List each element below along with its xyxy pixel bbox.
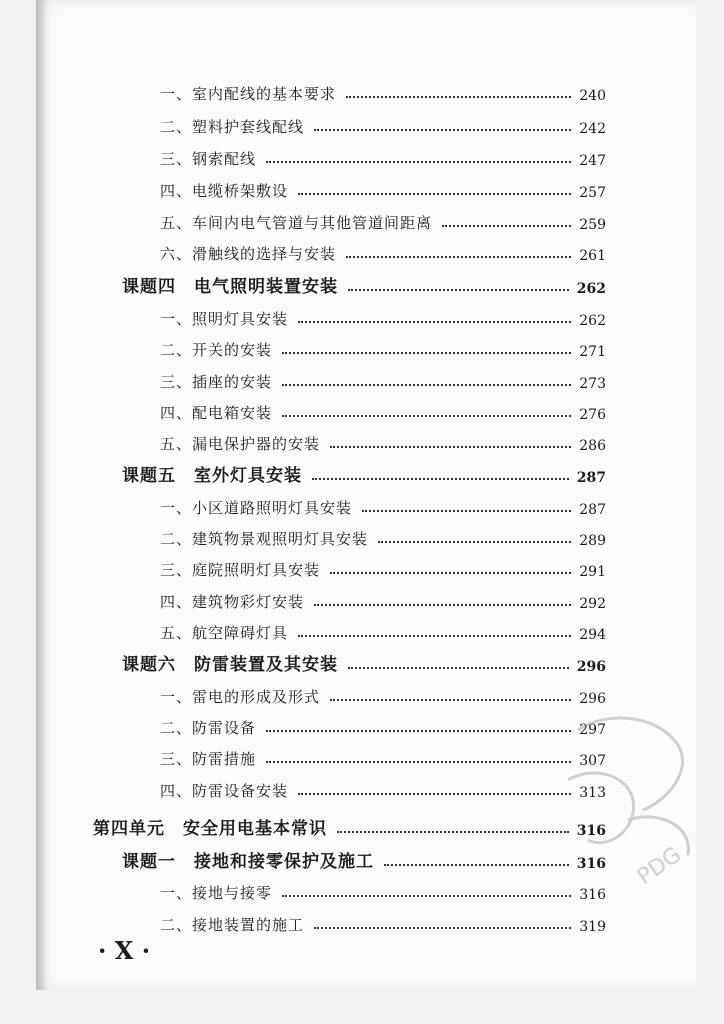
dot-leader <box>384 864 569 866</box>
toc-entry-title: 二、建筑物景观照明灯具安装 <box>160 530 369 548</box>
toc-entry-title: 一、小区道路照明灯具安装 <box>160 499 353 517</box>
toc-entry-page: 316 <box>576 856 606 872</box>
toc-entry <box>122 460 606 486</box>
toc-entry-page: 291 <box>579 564 606 580</box>
toc-entry <box>122 649 606 675</box>
dot-leader <box>282 352 571 354</box>
dot-leader <box>298 793 571 795</box>
dot-leader <box>266 730 571 732</box>
toc-entry-title: 四、防雷设备安装 <box>160 782 289 800</box>
stamp-text: PDG <box>633 842 687 890</box>
toc-entry <box>160 111 606 137</box>
toc-entry <box>160 78 606 104</box>
toc-entry-title: 四、建筑物彩灯安装 <box>160 593 305 611</box>
toc-entry-title: 五、车间内电气管道与其他管道间距离 <box>160 214 433 232</box>
toc-entry <box>93 813 606 839</box>
toc-entry <box>122 846 606 872</box>
toc-entry-page: 319 <box>579 919 606 935</box>
dot-leader <box>346 256 571 258</box>
toc-entry-page: 247 <box>579 153 606 169</box>
toc-entry-title: 二、接地装置的施工 <box>160 916 305 934</box>
dot-leader <box>330 572 571 574</box>
dot-leader <box>314 604 571 606</box>
toc-entry <box>160 175 606 201</box>
toc-entry-page: 273 <box>579 376 606 392</box>
toc-entry <box>160 877 606 903</box>
toc-entry-title: 一、室内配线的基本要求 <box>160 85 337 103</box>
toc-entry-page: 287 <box>576 470 606 486</box>
toc-entry-page: 262 <box>576 281 606 297</box>
dot-leader <box>346 96 571 98</box>
toc-entry <box>160 712 606 738</box>
toc-entry-title: 二、开关的安装 <box>160 341 273 359</box>
dot-leader <box>298 635 571 637</box>
toc-entry-title: 五、航空障碍灯具 <box>160 624 289 642</box>
toc-entry-page: 242 <box>579 121 606 137</box>
toc-entry-page: 276 <box>579 407 606 423</box>
toc-entry-page: 271 <box>579 344 606 360</box>
toc-entry-title: 课题四 电气照明装置安装 <box>122 277 338 297</box>
toc-entry-title: 课题一 接地和接零保护及施工 <box>122 852 374 872</box>
toc-entry-page: 259 <box>579 217 606 233</box>
toc-entry-page: 289 <box>579 533 606 549</box>
toc-entry-page: 316 <box>576 823 606 839</box>
dot-leader <box>362 510 571 512</box>
toc-entry <box>160 238 606 264</box>
toc-entry-page: 294 <box>579 627 606 643</box>
dot-leader <box>348 289 569 291</box>
dot-leader <box>348 667 569 669</box>
toc-entry <box>160 366 606 392</box>
toc-entry-title: 四、电缆桥架敷设 <box>160 182 289 200</box>
toc-entry-title: 二、防雷设备 <box>160 719 257 737</box>
toc-entry <box>160 492 606 518</box>
dot-leader <box>378 541 571 543</box>
toc-entry <box>122 271 606 297</box>
toc-entry <box>160 586 606 612</box>
toc-entry-title: 课题五 室外灯具安装 <box>122 466 302 486</box>
toc-entry <box>160 143 606 169</box>
toc-entry <box>160 743 606 769</box>
dot-leader <box>298 193 571 195</box>
toc-entry-title: 一、照明灯具安装 <box>160 310 289 328</box>
toc-entry-title: 五、漏电保护器的安装 <box>160 435 321 453</box>
dot-leader <box>282 384 571 386</box>
toc-entry-page: 261 <box>579 248 606 264</box>
toc-entry-page: 240 <box>579 88 606 104</box>
toc-entry-page: 286 <box>579 438 606 454</box>
toc-entry-page: 296 <box>579 691 606 707</box>
toc-entry-page: 297 <box>579 722 606 738</box>
dot-leader <box>266 761 571 763</box>
library-stamp-icon <box>548 690 708 890</box>
dot-leader <box>266 161 571 163</box>
toc-entry-title: 一、接地与接零 <box>160 884 273 902</box>
dot-leader <box>312 478 569 480</box>
toc-entry <box>160 909 606 935</box>
toc-entry-title: 三、插座的安装 <box>160 373 273 391</box>
toc-entry-title: 课题六 防雷装置及其安装 <box>122 655 338 675</box>
toc-entry <box>160 207 606 233</box>
dot-leader <box>282 415 571 417</box>
dot-leader <box>314 129 571 131</box>
toc-entry-page: 287 <box>579 502 606 518</box>
toc-entry-title: 第四单元 安全用电基本常识 <box>93 819 327 839</box>
dot-leader <box>442 225 571 227</box>
toc-entry-page: 257 <box>579 185 606 201</box>
page-number-mark: · X · <box>98 936 151 965</box>
toc-entry <box>160 617 606 643</box>
toc-entry <box>160 303 606 329</box>
toc-entry <box>160 334 606 360</box>
toc-entry-page: 316 <box>579 887 606 903</box>
toc-entry-title: 三、钢索配线 <box>160 150 257 168</box>
toc-entry-title: 三、防雷措施 <box>160 750 257 768</box>
dot-leader <box>298 321 571 323</box>
toc-entry-page: 296 <box>576 659 606 675</box>
toc-entry-page: 292 <box>579 596 606 612</box>
toc-entry-title: 一、雷电的形成及形式 <box>160 688 321 706</box>
toc-entry-title: 四、配电箱安装 <box>160 404 273 422</box>
dot-leader <box>337 831 569 833</box>
dot-leader <box>314 927 571 929</box>
toc-entry <box>160 523 606 549</box>
toc-entry-page: 313 <box>579 785 606 801</box>
toc-entry <box>160 554 606 580</box>
toc-entry <box>160 681 606 707</box>
toc-entry <box>160 397 606 423</box>
toc-entry-title: 二、塑料护套线配线 <box>160 118 305 136</box>
dot-leader <box>330 699 571 701</box>
toc-entry <box>160 775 606 801</box>
dot-leader <box>282 895 571 897</box>
toc-entry-title: 三、庭院照明灯具安装 <box>160 561 321 579</box>
toc-entry-page: 307 <box>579 753 606 769</box>
toc-entry <box>160 428 606 454</box>
dot-leader <box>330 446 571 448</box>
toc-entry-title: 六、滑触线的选择与安装 <box>160 245 337 263</box>
toc-entry-page: 262 <box>579 313 606 329</box>
